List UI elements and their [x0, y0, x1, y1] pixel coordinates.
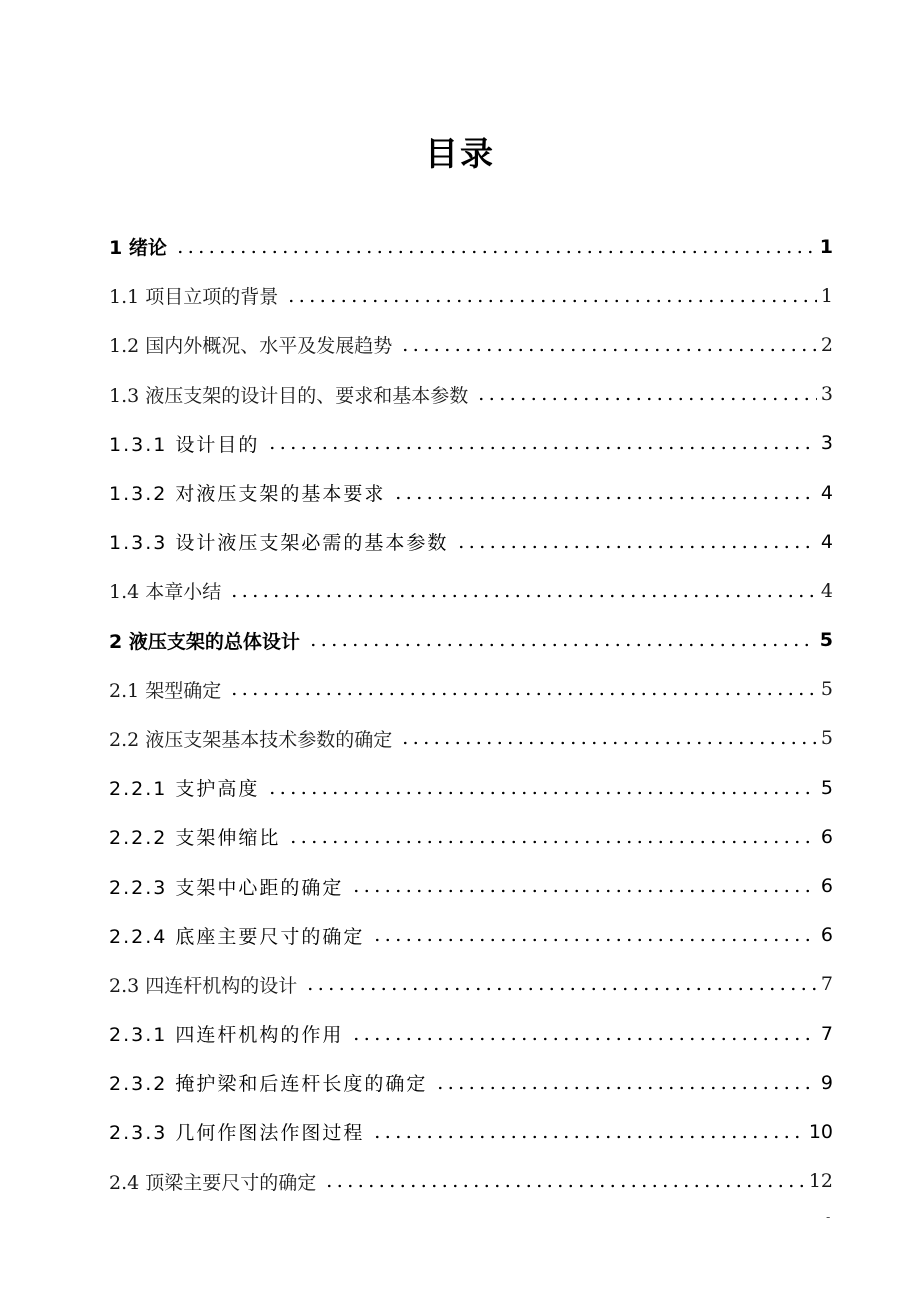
- toc-entry-label: 1.2 国内外概况、水平及发展趋势: [109, 335, 393, 358]
- table-of-contents: [109, 222, 833, 1206]
- toc-leader-dots: [175, 250, 816, 254]
- toc-entry-page-number: 1: [819, 235, 833, 258]
- toc-entry-label: 1.1 项目立项的背景: [109, 286, 279, 309]
- toc-entry[interactable]: [109, 320, 833, 369]
- toc-entry[interactable]: [109, 468, 833, 517]
- toc-entry-label: 2 液压支架的总体设计: [109, 630, 300, 653]
- toc-entry-label: 2.4 顶梁主要尺寸的确定: [109, 1171, 317, 1194]
- toc-entry-page-number: 5: [819, 629, 833, 652]
- toc-entry-label: 2.3.3 几何作图法作图过程: [109, 1122, 365, 1145]
- toc-entry[interactable]: [109, 1009, 833, 1058]
- toc-entry[interactable]: [109, 616, 833, 665]
- toc-entry-label: 2.2 液压支架基本技术参数的确定: [109, 728, 393, 751]
- toc-leader-dots: [400, 348, 817, 352]
- toc-entry-label: 2.3.2 掩护梁和后连杆长度的确定: [109, 1073, 428, 1096]
- toc-entry-label: 1.3.1 设计目的: [109, 433, 260, 456]
- toc-entry-page-number: 9: [820, 1071, 833, 1094]
- toc-entry-page-number: 5: [820, 678, 833, 701]
- toc-entry[interactable]: [109, 665, 833, 714]
- toc-entry-label: 2.3 四连杆机构的设计: [109, 974, 298, 997]
- toc-entry-label: 1.3 液压支架的设计目的、要求和基本参数: [109, 384, 469, 407]
- toc-leader-dots: [372, 938, 817, 942]
- toc-entry[interactable]: [109, 566, 833, 615]
- toc-entry-page-number: 7: [820, 1022, 833, 1045]
- toc-entry[interactable]: [109, 419, 833, 468]
- toc-entry-label: 2.2.4 底座主要尺寸的确定: [109, 925, 365, 948]
- toc-entry-page-number: 1: [820, 284, 833, 307]
- toc-entry-label: 1.3.3 设计液压支架必需的基本参数: [109, 532, 449, 555]
- toc-leader-dots: [393, 496, 817, 500]
- toc-entry[interactable]: [109, 861, 833, 910]
- toc-leader-dots: [288, 840, 817, 844]
- toc-entry[interactable]: [109, 812, 833, 861]
- toc-leader-dots: [267, 791, 817, 795]
- toc-entry-label: 2.2.1 支护高度: [109, 778, 260, 801]
- toc-entry[interactable]: [109, 271, 833, 320]
- toc-leader-dots: [308, 643, 816, 647]
- toc-leader-dots: [372, 1135, 804, 1139]
- page-title: 目录: [425, 134, 495, 173]
- toc-entry-page-number: 4: [820, 481, 833, 504]
- toc-entry-page-number: 6: [820, 825, 833, 848]
- toc-entry[interactable]: [109, 222, 833, 271]
- toc-entry-label: 2.2.2 支架伸缩比: [109, 827, 281, 850]
- toc-entry[interactable]: [109, 1107, 833, 1156]
- toc-entry-label: 2.2.3 支架中心距的确定: [109, 876, 344, 899]
- toc-entry-page-number: 7: [820, 973, 833, 996]
- toc-entry[interactable]: [109, 960, 833, 1009]
- toc-entry-page-number: 6: [820, 875, 833, 898]
- toc-entry-page-number: 6: [820, 924, 833, 947]
- toc-entry-page-number: 4: [820, 530, 833, 553]
- toc-entry-page-number: 10: [808, 1120, 833, 1143]
- toc-entry-page-number: 4: [820, 579, 833, 602]
- toc-entry[interactable]: [109, 763, 833, 812]
- toc-entry-page-number: 3: [820, 432, 833, 455]
- toc-leader-dots: [324, 1184, 805, 1188]
- toc-entry[interactable]: [109, 370, 833, 419]
- toc-leader-dots: [476, 397, 817, 401]
- toc-leader-dots: [435, 1086, 817, 1090]
- toc-entry-label: 1 绪论: [109, 237, 167, 260]
- toc-entry[interactable]: [109, 714, 833, 763]
- toc-entry-label: 1.3.2 对液压支架的基本要求: [109, 483, 386, 506]
- toc-entry[interactable]: [109, 1058, 833, 1107]
- footer-mark: -: [826, 1210, 831, 1224]
- toc-entry[interactable]: [109, 517, 833, 566]
- toc-entry-label: 1.4 本章小结: [109, 581, 222, 604]
- toc-entry[interactable]: [109, 1157, 833, 1206]
- toc-entry-page-number: 5: [820, 727, 833, 750]
- toc-leader-dots: [229, 594, 817, 598]
- toc-leader-dots: [267, 446, 817, 450]
- toc-leader-dots: [351, 889, 817, 893]
- toc-leader-dots: [286, 299, 817, 303]
- toc-leader-dots: [351, 1037, 817, 1041]
- toc-entry-page-number: 2: [820, 333, 833, 356]
- toc-entry-label: 2.1 架型确定: [109, 679, 222, 702]
- toc-leader-dots: [305, 987, 817, 991]
- toc-entry-page-number: 12: [808, 1170, 833, 1193]
- toc-entry[interactable]: [109, 911, 833, 960]
- toc-entry-label: 2.3.1 四连杆机构的作用: [109, 1024, 344, 1047]
- toc-leader-dots: [400, 741, 817, 745]
- toc-leader-dots: [456, 545, 817, 549]
- toc-entry-page-number: 3: [820, 383, 833, 406]
- toc-leader-dots: [229, 692, 817, 696]
- toc-entry-page-number: 5: [820, 776, 833, 799]
